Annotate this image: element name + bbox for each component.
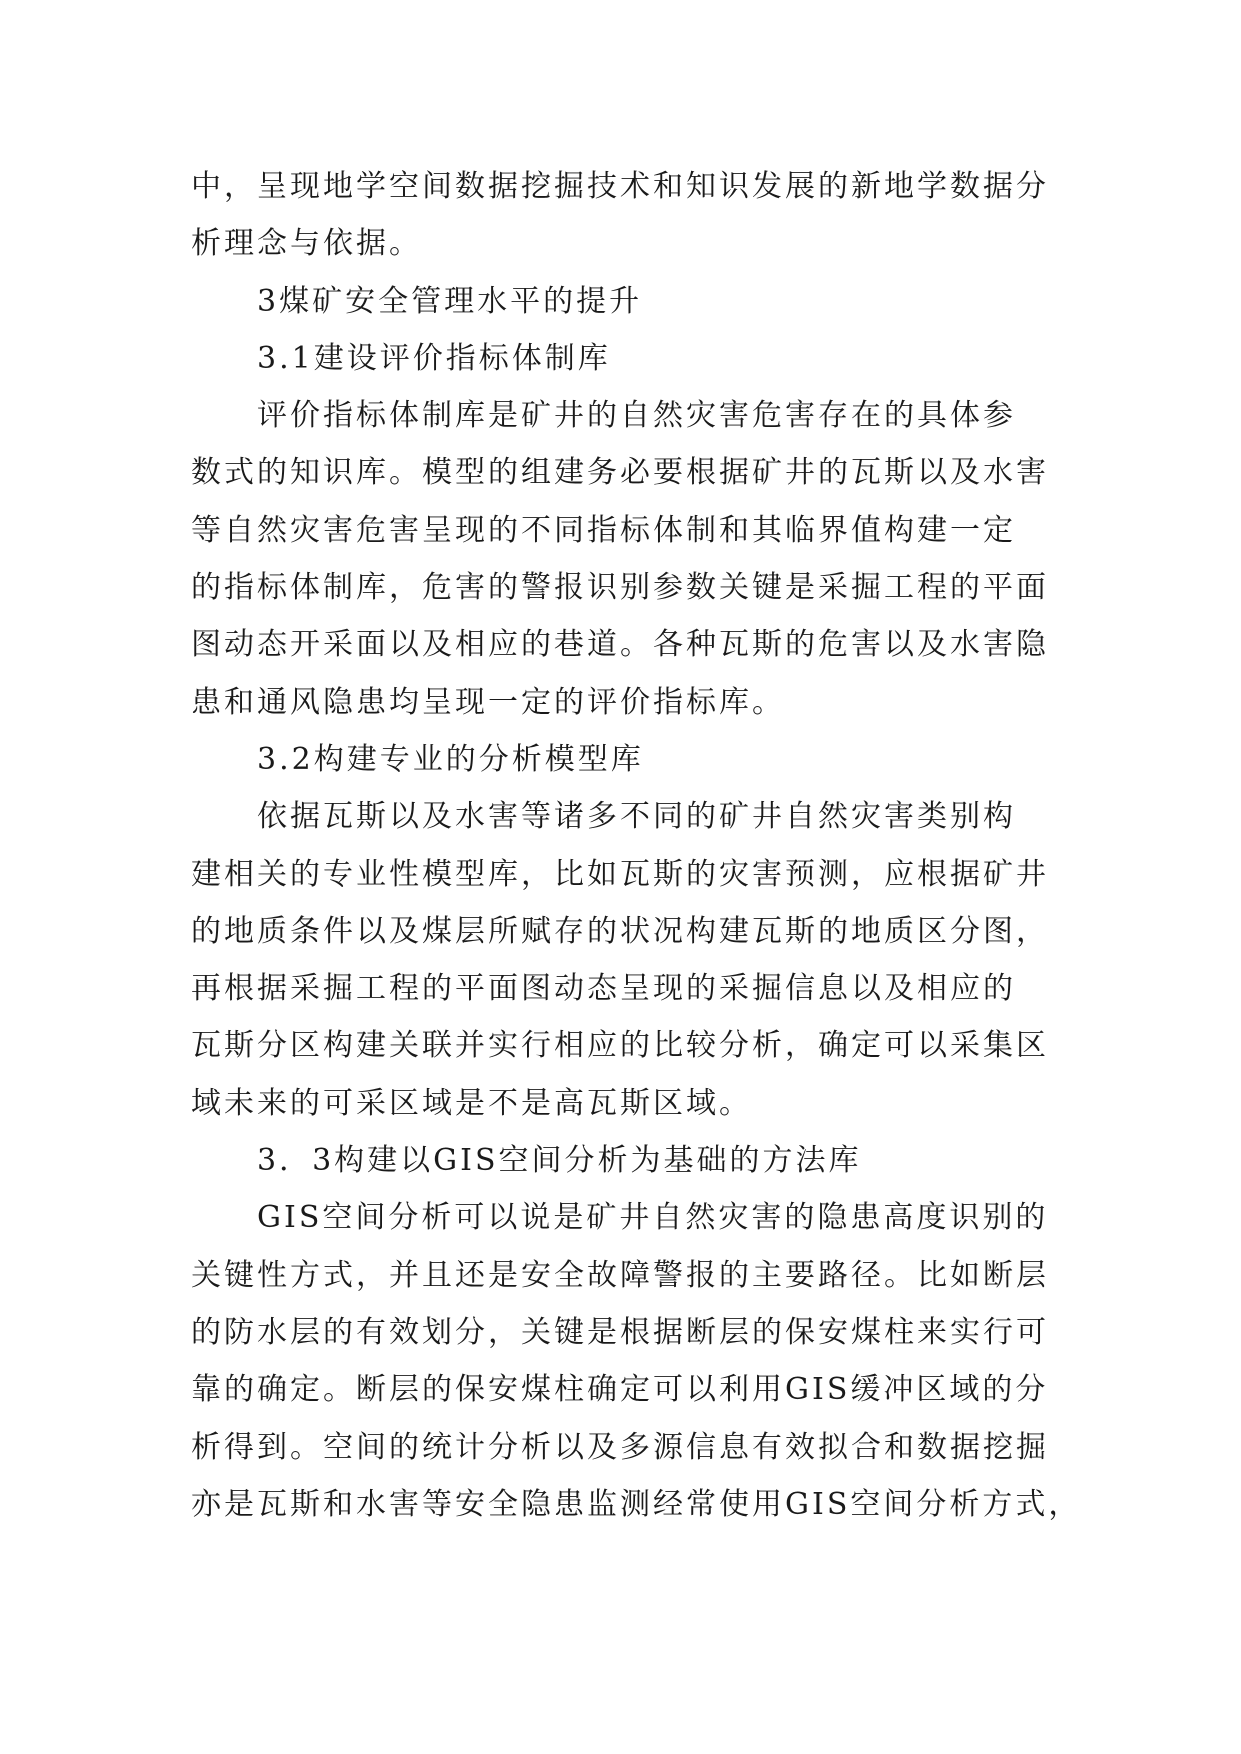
subsection-heading: 3.2构建专业的分析模型库: [257, 741, 644, 777]
text-line: 的防水层的有效划分，关键是根据断层的保安煤柱来实行可: [191, 1314, 1049, 1350]
text-line: 亦是瓦斯和水害等安全隐患监测经常使用GIS空间分析方式，: [191, 1486, 1082, 1522]
text-line: 瓦斯分区构建关联并实行相应的比较分析，确定可以采集区: [191, 1028, 1049, 1064]
text-line: 的指标体制库，危害的警报识别参数关键是采掘工程的平面: [191, 570, 1049, 606]
text-line: 患和通风隐患均呈现一定的评价指标库。: [191, 684, 785, 720]
text-line: 析理念与依据。: [191, 226, 422, 262]
text-line: 域未来的可采区域是不是高瓦斯区域。: [191, 1085, 752, 1121]
text-line: 数式的知识库。模型的组建务必要根据矿井的瓦斯以及水害: [191, 455, 1049, 491]
text-line: 的地质条件以及煤层所赋存的状况构建瓦斯的地质区分图，: [191, 913, 1049, 949]
text-line: 中，呈现地学空间数据挖掘技术和知识发展的新地学数据分: [191, 169, 1049, 204]
paragraph-first-line: 评价指标体制库是矿井的自然灾害危害存在的具体参: [257, 398, 1016, 434]
subsection-heading: 3.1建设评价指标体制库: [257, 340, 611, 376]
paragraph-first-line: GIS空间分析可以说是矿井自然灾害的隐患高度识别的: [257, 1200, 1049, 1236]
text-line: 建相关的专业性模型库，比如瓦斯的灾害预测，应根据矿井: [191, 856, 1049, 892]
text-line: 等自然灾害危害呈现的不同指标体制和其临界值构建一定: [191, 512, 1016, 548]
text-line: 靠的确定。断层的保安煤柱确定可以利用GIS缓冲区域的分: [191, 1372, 1049, 1408]
text-line: 关键性方式，并且还是安全故障警报的主要路径。比如断层: [191, 1257, 1049, 1293]
text-line: 再根据采掘工程的平面图动态呈现的采掘信息以及相应的: [191, 971, 1016, 1007]
text-line: 图动态开采面以及相应的巷道。各种瓦斯的危害以及水害隐: [191, 627, 1049, 663]
paragraph-first-line: 依据瓦斯以及水害等诸多不同的矿井自然灾害类别构: [257, 799, 1016, 835]
document-body: [191, 158, 1082, 1533]
section-heading: 3煤矿安全管理水平的提升: [257, 283, 643, 319]
subsection-heading: 3．3构建以GIS空间分析为基础的方法库: [257, 1143, 862, 1179]
text-line: 析得到。空间的统计分析以及多源信息有效拟合和数据挖掘: [191, 1429, 1049, 1465]
